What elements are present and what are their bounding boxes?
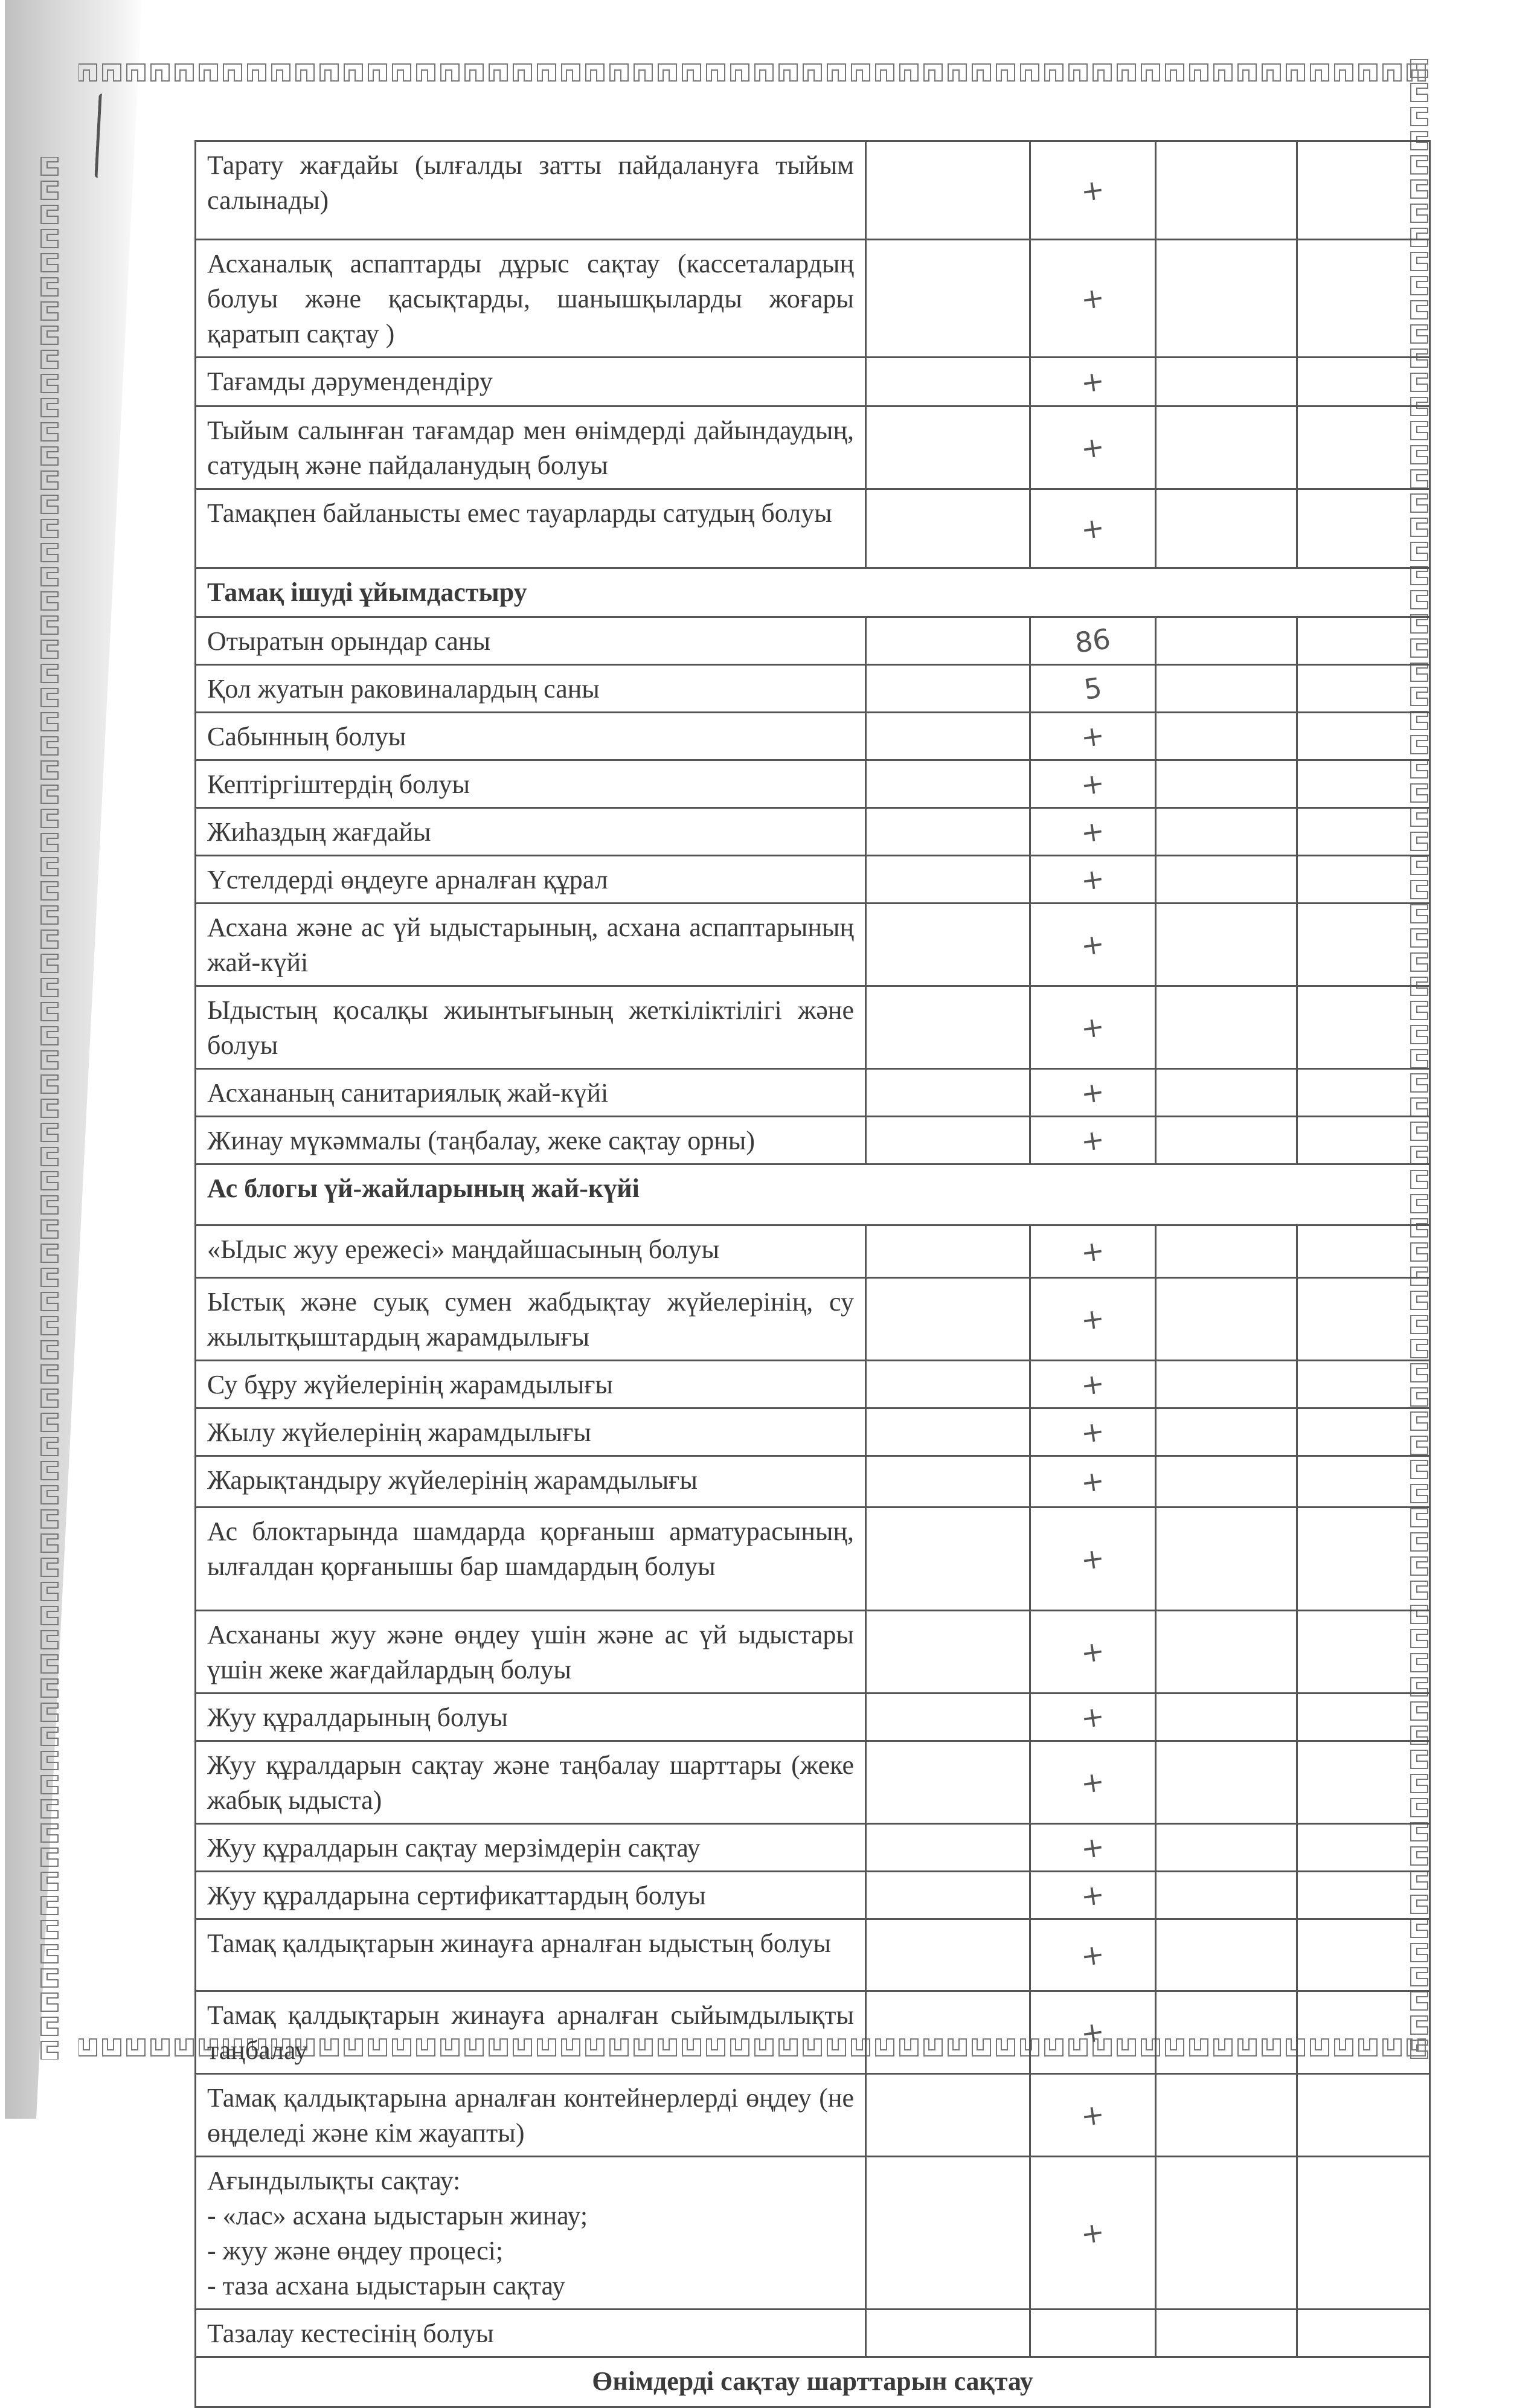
checklist-row [196, 1824, 1430, 1872]
cell-mark [1030, 2157, 1156, 2310]
section-header-meal-organization: Тамақ ішуді ұйымдастыру [196, 568, 1430, 617]
cell-empty [866, 904, 1030, 986]
checklist-row [196, 1741, 1430, 1824]
cell-empty [866, 1872, 1030, 1919]
cell-empty [1156, 986, 1297, 1069]
handwritten-mark: + [1079, 766, 1107, 802]
cell-empty [1297, 856, 1430, 904]
checklist-row [196, 617, 1430, 665]
cell-empty [866, 760, 1030, 808]
checklist-row [196, 2310, 1430, 2357]
handwritten-mark: 5 [1082, 671, 1104, 706]
checklist-section-distribution [196, 141, 1430, 568]
cell-empty [866, 1408, 1030, 1456]
criterion-text: Асхананың санитариялық жай-күйі [196, 1069, 866, 1117]
cell-empty [1297, 760, 1430, 808]
handwritten-mark: + [1079, 1463, 1107, 1500]
cell-empty [866, 986, 1030, 1069]
cell-empty [1156, 713, 1297, 760]
cell-empty [866, 1117, 1030, 1164]
criterion-text: Жуу құралдарына сертификаттардың болуы [196, 1872, 866, 1919]
checklist-row [196, 1117, 1430, 1164]
cell-empty [1297, 406, 1430, 489]
cell-empty [1156, 1824, 1297, 1872]
cell-empty [1297, 1507, 1430, 1611]
handwritten-mark: + [1079, 172, 1107, 208]
cell-empty [866, 489, 1030, 568]
cell-empty [1297, 1991, 1430, 2074]
handwritten-mark: + [1079, 2014, 1107, 2050]
cell-empty [1156, 141, 1297, 240]
handwritten-mark: + [1079, 2215, 1107, 2251]
ornamental-border-left [36, 157, 64, 2060]
cell-empty [1297, 1278, 1430, 1361]
section-header-kitchen-block: Ас блогы үй-жайларының жай-күйі [196, 1164, 1430, 1225]
cell-empty [1297, 617, 1430, 665]
checklist-section-meal-organization [196, 617, 1430, 1164]
criterion-text: Тамақ қалдықтарын жинауға арналған сыйымдылықты таңбалау [196, 1991, 866, 2074]
checklist-row [196, 760, 1430, 808]
flow-row-line: Ағындылықты сақтау: [207, 2166, 461, 2195]
checklist-row [196, 665, 1430, 713]
handwritten-mark: + [1079, 861, 1107, 897]
cell-empty [1156, 665, 1297, 713]
checklist-row [196, 1507, 1430, 1611]
cell-empty [1156, 358, 1297, 406]
handwritten-mark: + [1079, 1829, 1107, 1866]
handwritten-mark: + [1079, 814, 1107, 850]
checklist-row [196, 856, 1430, 904]
cell-empty [1297, 240, 1430, 358]
criterion-text: «Ыдыс жуу ережесі» маңдайшасының болуы [196, 1225, 866, 1278]
cell-empty [1156, 856, 1297, 904]
cell-mark [1030, 713, 1156, 760]
handwritten-mark: + [1079, 1366, 1107, 1402]
flow-row-line: - жуу және өңдеу процесі; [207, 2236, 504, 2265]
checklist-row [196, 2074, 1430, 2157]
section-header-product-storage: Өнімдерді сақтау шарттарын сақтау [196, 2357, 1430, 2407]
checklist-row [196, 1361, 1430, 1408]
cell-mark [1030, 617, 1156, 665]
handwritten-mark: + [1079, 364, 1107, 400]
cell-empty [1156, 1507, 1297, 1611]
cell-empty [1156, 760, 1297, 808]
cell-mark [1030, 1824, 1156, 1872]
cell-mark [1030, 406, 1156, 489]
cell-mark [1030, 1361, 1156, 1408]
criterion-text: Отыратын орындар саны [196, 617, 866, 665]
cell-empty [866, 713, 1030, 760]
checklist-row [196, 141, 1430, 240]
cell-empty [866, 1225, 1030, 1278]
cell-empty [1156, 489, 1297, 568]
cell-mark [1030, 1694, 1156, 1741]
cell-mark [1030, 141, 1156, 240]
cell-empty [1297, 665, 1430, 713]
last-row-criterion: Тазалау кестесінің болуы [196, 2310, 866, 2357]
criterion-text: Тыйым салынған тағамдар мен өнімдерді дайындаудың, сатудың және пайдаланудың болуы [196, 406, 866, 489]
cell-empty [1297, 1456, 1430, 1507]
cell-mark [1030, 1872, 1156, 1919]
checklist-row [196, 1278, 1430, 1361]
checklist-row [196, 1408, 1430, 1456]
cell-mark [1030, 1991, 1156, 2074]
handwritten-mark: + [1079, 1074, 1107, 1111]
cell-mark [1030, 358, 1156, 406]
handwritten-mark: + [1079, 1009, 1107, 1045]
cell-empty [1156, 1278, 1297, 1361]
cell-empty [1297, 1824, 1430, 1872]
cell-mark [1030, 489, 1156, 568]
cell-empty [866, 2074, 1030, 2157]
cell-empty [1297, 986, 1430, 1069]
checklist-row [196, 1694, 1430, 1741]
criterion-text: Үстелдерді өңдеуге арналған құрал [196, 856, 866, 904]
handwritten-mark: + [1079, 2097, 1107, 2133]
section-header-row [196, 1164, 1430, 1225]
cell-empty [1297, 1408, 1430, 1456]
cell-empty [1297, 2074, 1430, 2157]
handwritten-mark: + [1079, 1122, 1107, 1158]
cell-mark [1030, 986, 1156, 1069]
checklist-row [196, 1991, 1430, 2074]
cell-empty [1156, 1117, 1297, 1164]
criterion-text: Ыстық және суық сумен жабдықтау жүйелерінің, су жылытқыштардың жарамдылығы [196, 1278, 866, 1361]
criterion-text: Асхана және ас үй ыдыстарының, асхана аспаптарының жай-күйі [196, 904, 866, 986]
checklist-row [196, 489, 1430, 568]
flow-row-line: - «лас» асхана ыдыстарын жинау; [207, 2201, 588, 2230]
checklist-row [196, 358, 1430, 406]
cell-empty [866, 2310, 1030, 2357]
flow-row-line: - таза асхана ыдыстарын сақтау [207, 2271, 565, 2300]
handwritten-mark: + [1079, 1699, 1107, 1735]
cell-mark [1030, 1919, 1156, 1991]
cell-mark [1030, 1278, 1156, 1361]
cell-empty [866, 808, 1030, 856]
cell-mark [1030, 760, 1156, 808]
checklist-row [196, 1872, 1430, 1919]
handwritten-mark: + [1079, 1877, 1107, 1913]
handwritten-mark: + [1079, 1301, 1107, 1337]
cell-empty [1156, 240, 1297, 358]
handwritten-mark: + [1079, 926, 1107, 963]
cell-empty [866, 141, 1030, 240]
handwritten-mark: + [1079, 718, 1107, 754]
checklist-row [196, 904, 1430, 986]
handwritten-mark: + [1079, 1764, 1107, 1800]
criterion-text: Жуу құралдарын сақтау және таңбалау шарттары (жеке жабық ыдыста) [196, 1741, 866, 1824]
criterion-text: Тамақпен байланысты емес тауарларды сатудың болуы [196, 489, 866, 568]
cell-empty [1156, 1361, 1297, 1408]
cell-empty [1156, 1694, 1297, 1741]
cell-empty [1156, 1991, 1297, 2074]
cell-empty [1156, 1225, 1297, 1278]
cell-empty [1297, 1919, 1430, 1991]
handwritten-mark: + [1079, 1233, 1107, 1270]
cell-mark [1030, 1456, 1156, 1507]
cell-empty [1156, 1611, 1297, 1694]
checklist-row [196, 713, 1430, 760]
cell-empty [1297, 1225, 1430, 1278]
cell-empty [866, 1919, 1030, 1991]
cell-empty [1156, 2157, 1297, 2310]
cell-empty [866, 1741, 1030, 1824]
checklist-row [196, 1069, 1430, 1117]
cell-empty [1297, 1069, 1430, 1117]
cell-empty [866, 1507, 1030, 1611]
handwritten-mark: + [1079, 429, 1107, 466]
cell-empty [1297, 358, 1430, 406]
cell-mark [1030, 1117, 1156, 1164]
cell-mark [1030, 856, 1156, 904]
cell-empty [1297, 1872, 1430, 1919]
cell-mark [1030, 1507, 1156, 1611]
cell-empty [1156, 617, 1297, 665]
criterion-text: Су бұру жүйелерінің жарамдылығы [196, 1361, 866, 1408]
checklist-row [196, 986, 1430, 1069]
cell-empty [1297, 713, 1430, 760]
cell-mark [1030, 665, 1156, 713]
criterion-text: Сабынның болуы [196, 713, 866, 760]
cell-empty [1297, 904, 1430, 986]
criterion-text: Асхананы жуу және өңдеу үшін және ас үй ыдыстары үшін жеке жағдайлардың болуы [196, 1611, 866, 1694]
criterion-text: Тамақ қалдықтарына арналған контейнерлерді өңдеу (не өңделеді және кім жауапты) [196, 2074, 866, 2157]
cell-empty [1297, 1741, 1430, 1824]
cell-mark [1030, 1225, 1156, 1278]
section-header-row [196, 568, 1430, 617]
cell-empty [1297, 1361, 1430, 1408]
cell-empty [1297, 489, 1430, 568]
cell-empty [866, 1824, 1030, 1872]
cell-mark [1030, 1611, 1156, 1694]
cell-empty [1297, 2310, 1430, 2357]
cell-empty [866, 240, 1030, 358]
checklist-row [196, 808, 1430, 856]
criterion-text: Жуу құралдарының болуы [196, 1694, 866, 1741]
cell-mark [1030, 1741, 1156, 1824]
flow-row-criterion [196, 2157, 866, 2310]
checklist-row [196, 2157, 1430, 2310]
cell-empty [866, 358, 1030, 406]
cell-empty [1156, 1919, 1297, 1991]
cell-empty [1297, 808, 1430, 856]
cell-mark [1030, 240, 1156, 358]
cell-empty [866, 406, 1030, 489]
handwritten-mark: + [1079, 280, 1107, 316]
criterion-text: Тарату жағдайы (ылғалды затты пайдалануға тыйым салынады) [196, 141, 866, 240]
handwritten-mark: + [1079, 1414, 1107, 1450]
cell-empty [1297, 1611, 1430, 1694]
checklist-section-kitchen-block [196, 1225, 1430, 2157]
criterion-text: Жуу құралдарын сақтау мерзімдерін сақтау [196, 1824, 866, 1872]
cell-empty [1156, 2074, 1297, 2157]
criterion-text: Жиһаздың жағдайы [196, 808, 866, 856]
section-header-row [196, 2357, 1430, 2407]
cell-empty [1297, 2157, 1430, 2310]
cell-empty [1156, 1456, 1297, 1507]
checklist-row [196, 1456, 1430, 1507]
criterion-text: Асханалық аспаптарды дұрыс сақтау (кассеталардың болуы және қасықтарды, шанышқыларды жоғары қаратып сақтау ) [196, 240, 866, 358]
criterion-text: Тамақ қалдықтарын жинауға арналған ыдыстың болуы [196, 1919, 866, 1991]
criterion-text: Кептіргіштердің болуы [196, 760, 866, 808]
cell-empty [1156, 406, 1297, 489]
cell-mark [1030, 904, 1156, 986]
criterion-text: Қол жуатын раковиналардың саны [196, 665, 866, 713]
cell-empty [866, 1361, 1030, 1408]
cell-empty [1156, 808, 1297, 856]
checklist-row [196, 406, 1430, 489]
cell-empty [866, 856, 1030, 904]
cell-empty [1156, 1069, 1297, 1117]
cell-empty [866, 1991, 1030, 2074]
criterion-text: Ас блоктарында шамдарда қорғаныш арматурасының, ылғалдан қорғанышы бар шамдардың болуы [196, 1507, 866, 1611]
criterion-text: Жарықтандыру жүйелерінің жарамдылығы [196, 1456, 866, 1507]
criterion-text: Жинау мүкәммалы (таңбалау, жеке сақтау орны) [196, 1117, 866, 1164]
cell-empty [866, 665, 1030, 713]
cell-empty [866, 617, 1030, 665]
cell-empty [1156, 904, 1297, 986]
page-fold-shadow [0, 0, 145, 2119]
checklist-row [196, 1611, 1430, 1694]
inspection-checklist-table [194, 140, 1431, 2408]
cell-empty [866, 1611, 1030, 1694]
cell-empty [1156, 1872, 1297, 1919]
handwritten-mark: + [1079, 1634, 1107, 1670]
cell-empty [866, 1278, 1030, 1361]
cell-empty [866, 2157, 1030, 2310]
cell-mark [1030, 2074, 1156, 2157]
criterion-text: Тағамды дәрумендендіру [196, 358, 866, 406]
cell-mark [1030, 1069, 1156, 1117]
cell-empty [1156, 2310, 1297, 2357]
cell-empty [1297, 141, 1430, 240]
cell-mark [1030, 2310, 1156, 2357]
criterion-text: Ыдыстың қосалқы жиынтығының жеткіліктілігі және болуы [196, 986, 866, 1069]
cell-mark [1030, 808, 1156, 856]
criterion-text: Жылу жүйелерінің жарамдылығы [196, 1408, 866, 1456]
handwritten-mark: + [1079, 510, 1107, 547]
cell-empty [1297, 1694, 1430, 1741]
cell-empty [866, 1069, 1030, 1117]
cell-empty [1156, 1408, 1297, 1456]
cell-empty [866, 1694, 1030, 1741]
cell-empty [866, 1456, 1030, 1507]
ornamental-border-top [79, 59, 1431, 87]
checklist-row [196, 1225, 1430, 1278]
checklist-row [196, 1919, 1430, 1991]
handwritten-mark: + [1079, 1937, 1107, 1973]
cell-empty [1156, 1741, 1297, 1824]
cell-mark [1030, 1408, 1156, 1456]
handwritten-mark: 86 [1073, 622, 1113, 660]
cell-empty [1297, 1117, 1430, 1164]
checklist-row [196, 240, 1430, 358]
handwritten-mark: + [1079, 1541, 1107, 1577]
